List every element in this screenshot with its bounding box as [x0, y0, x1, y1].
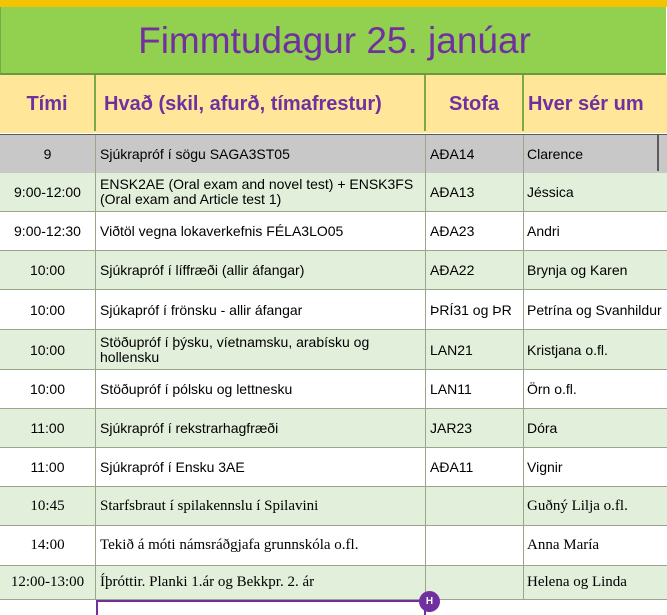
room-cell[interactable] [426, 566, 524, 600]
active-cell-outline[interactable] [96, 600, 426, 615]
responsible-cell[interactable]: Kristjana o.fl. [524, 330, 667, 370]
header-time[interactable]: Tími [0, 75, 96, 131]
time-cell[interactable]: 10:00 [0, 251, 96, 290]
column-header-row [0, 75, 667, 133]
time-cell[interactable]: 10:45 [0, 487, 96, 526]
room-cell[interactable]: AÐA11 [426, 448, 524, 487]
responsible-cell[interactable]: Andri [524, 212, 667, 251]
time-cell[interactable]: 14:00 [0, 526, 96, 566]
description-cell[interactable]: Sjúkapróf í frönsku - allir áfangar [96, 290, 426, 330]
table-row [0, 251, 667, 290]
time-cell[interactable]: 9:00-12:00 [0, 173, 96, 212]
time-cell[interactable]: 10:00 [0, 330, 96, 370]
header-who[interactable]: Hver sér um [528, 93, 644, 115]
room-cell[interactable]: AÐA13 [426, 173, 524, 212]
table-row [0, 566, 667, 600]
room-cell[interactable]: AÐA14 [426, 135, 524, 174]
time-cell[interactable]: 11:00 [0, 409, 96, 448]
description-cell[interactable]: Stöðupróf í pólsku og lettnesku [96, 370, 426, 409]
responsible-cell[interactable]: Anna María [524, 526, 667, 566]
responsible-cell[interactable]: Dóra [524, 409, 667, 448]
responsible-cell[interactable]: Brynja og Karen [524, 251, 667, 290]
responsible-cell[interactable]: Petrína og Svanhildur [524, 290, 667, 330]
responsible-cell[interactable]: Örn o.fl. [524, 370, 667, 409]
room-cell[interactable] [426, 487, 524, 526]
room-cell[interactable]: ÞRÍ31 og ÞR [426, 290, 524, 330]
time-cell[interactable]: 9 [0, 135, 96, 174]
time-cell[interactable]: 12:00-13:00 [0, 566, 96, 600]
room-cell[interactable]: LAN21 [426, 330, 524, 370]
room-cell[interactable]: AÐA22 [426, 251, 524, 290]
table-row [0, 409, 667, 448]
selection-edge [657, 135, 659, 171]
description-cell[interactable]: Íþróttir. Planki 1.ár og Bekkpr. 2. ár [96, 566, 426, 600]
table-row [0, 487, 667, 526]
responsible-cell[interactable]: Clarence [524, 135, 667, 174]
responsible-cell[interactable]: Guðný Lilja o.fl. [524, 487, 667, 526]
table-row [0, 370, 667, 409]
table-row [0, 290, 667, 330]
table-row [0, 212, 667, 251]
collaborator-cursor-badge[interactable]: H [419, 591, 440, 612]
responsible-cell[interactable]: Jéssica [524, 173, 667, 212]
time-cell[interactable]: 9:00-12:30 [0, 212, 96, 251]
responsible-cell[interactable]: Helena og Linda [524, 566, 667, 600]
room-cell[interactable] [426, 526, 524, 566]
table-row [0, 330, 667, 370]
room-cell[interactable]: LAN11 [426, 370, 524, 409]
description-cell[interactable]: Sjúkrapróf í Ensku 3AE [96, 448, 426, 487]
description-cell[interactable]: ENSK2AE (Oral exam and novel test) + ENSK3FS (Oral exam and Article test 1) [96, 173, 426, 212]
description-cell[interactable]: Stöðupróf í þýsku, víetnamsku, arabísku og hollensku [96, 330, 426, 370]
description-cell[interactable]: Starfsbraut í spilakennslu í Spilavini [96, 487, 426, 526]
time-cell[interactable]: 11:00 [0, 448, 96, 487]
description-cell[interactable]: Sjúkrapróf í rekstrarhagfræði [96, 409, 426, 448]
description-cell[interactable]: Sjúkrapróf í líffræði (allir áfangar) [96, 251, 426, 290]
table-row [0, 448, 667, 487]
description-cell[interactable]: Viðtöl vegna lokaverkefnis FÉLA3LO05 [96, 212, 426, 251]
description-cell[interactable]: Tekið á móti námsráðgjafa grunnskóla o.fl. [96, 526, 426, 566]
room-cell[interactable]: AÐA23 [426, 212, 524, 251]
title-row[interactable] [0, 7, 666, 75]
top-accent-strip [0, 0, 667, 7]
header-room[interactable]: Stofa [426, 75, 524, 131]
table-row [0, 526, 667, 566]
time-cell[interactable]: 10:00 [0, 370, 96, 409]
header-what[interactable]: Hvað (skil, afurð, tímafrestur) [96, 75, 426, 131]
room-cell[interactable]: JAR23 [426, 409, 524, 448]
table-row [0, 173, 667, 212]
table-row [0, 134, 667, 174]
time-cell[interactable]: 10:00 [0, 290, 96, 330]
page-title: Fimmtudagur 25. janúar [138, 20, 531, 61]
description-cell[interactable]: Sjúkrapróf í sögu SAGA3ST05 [96, 135, 426, 174]
responsible-cell[interactable]: Vignir [524, 448, 667, 487]
